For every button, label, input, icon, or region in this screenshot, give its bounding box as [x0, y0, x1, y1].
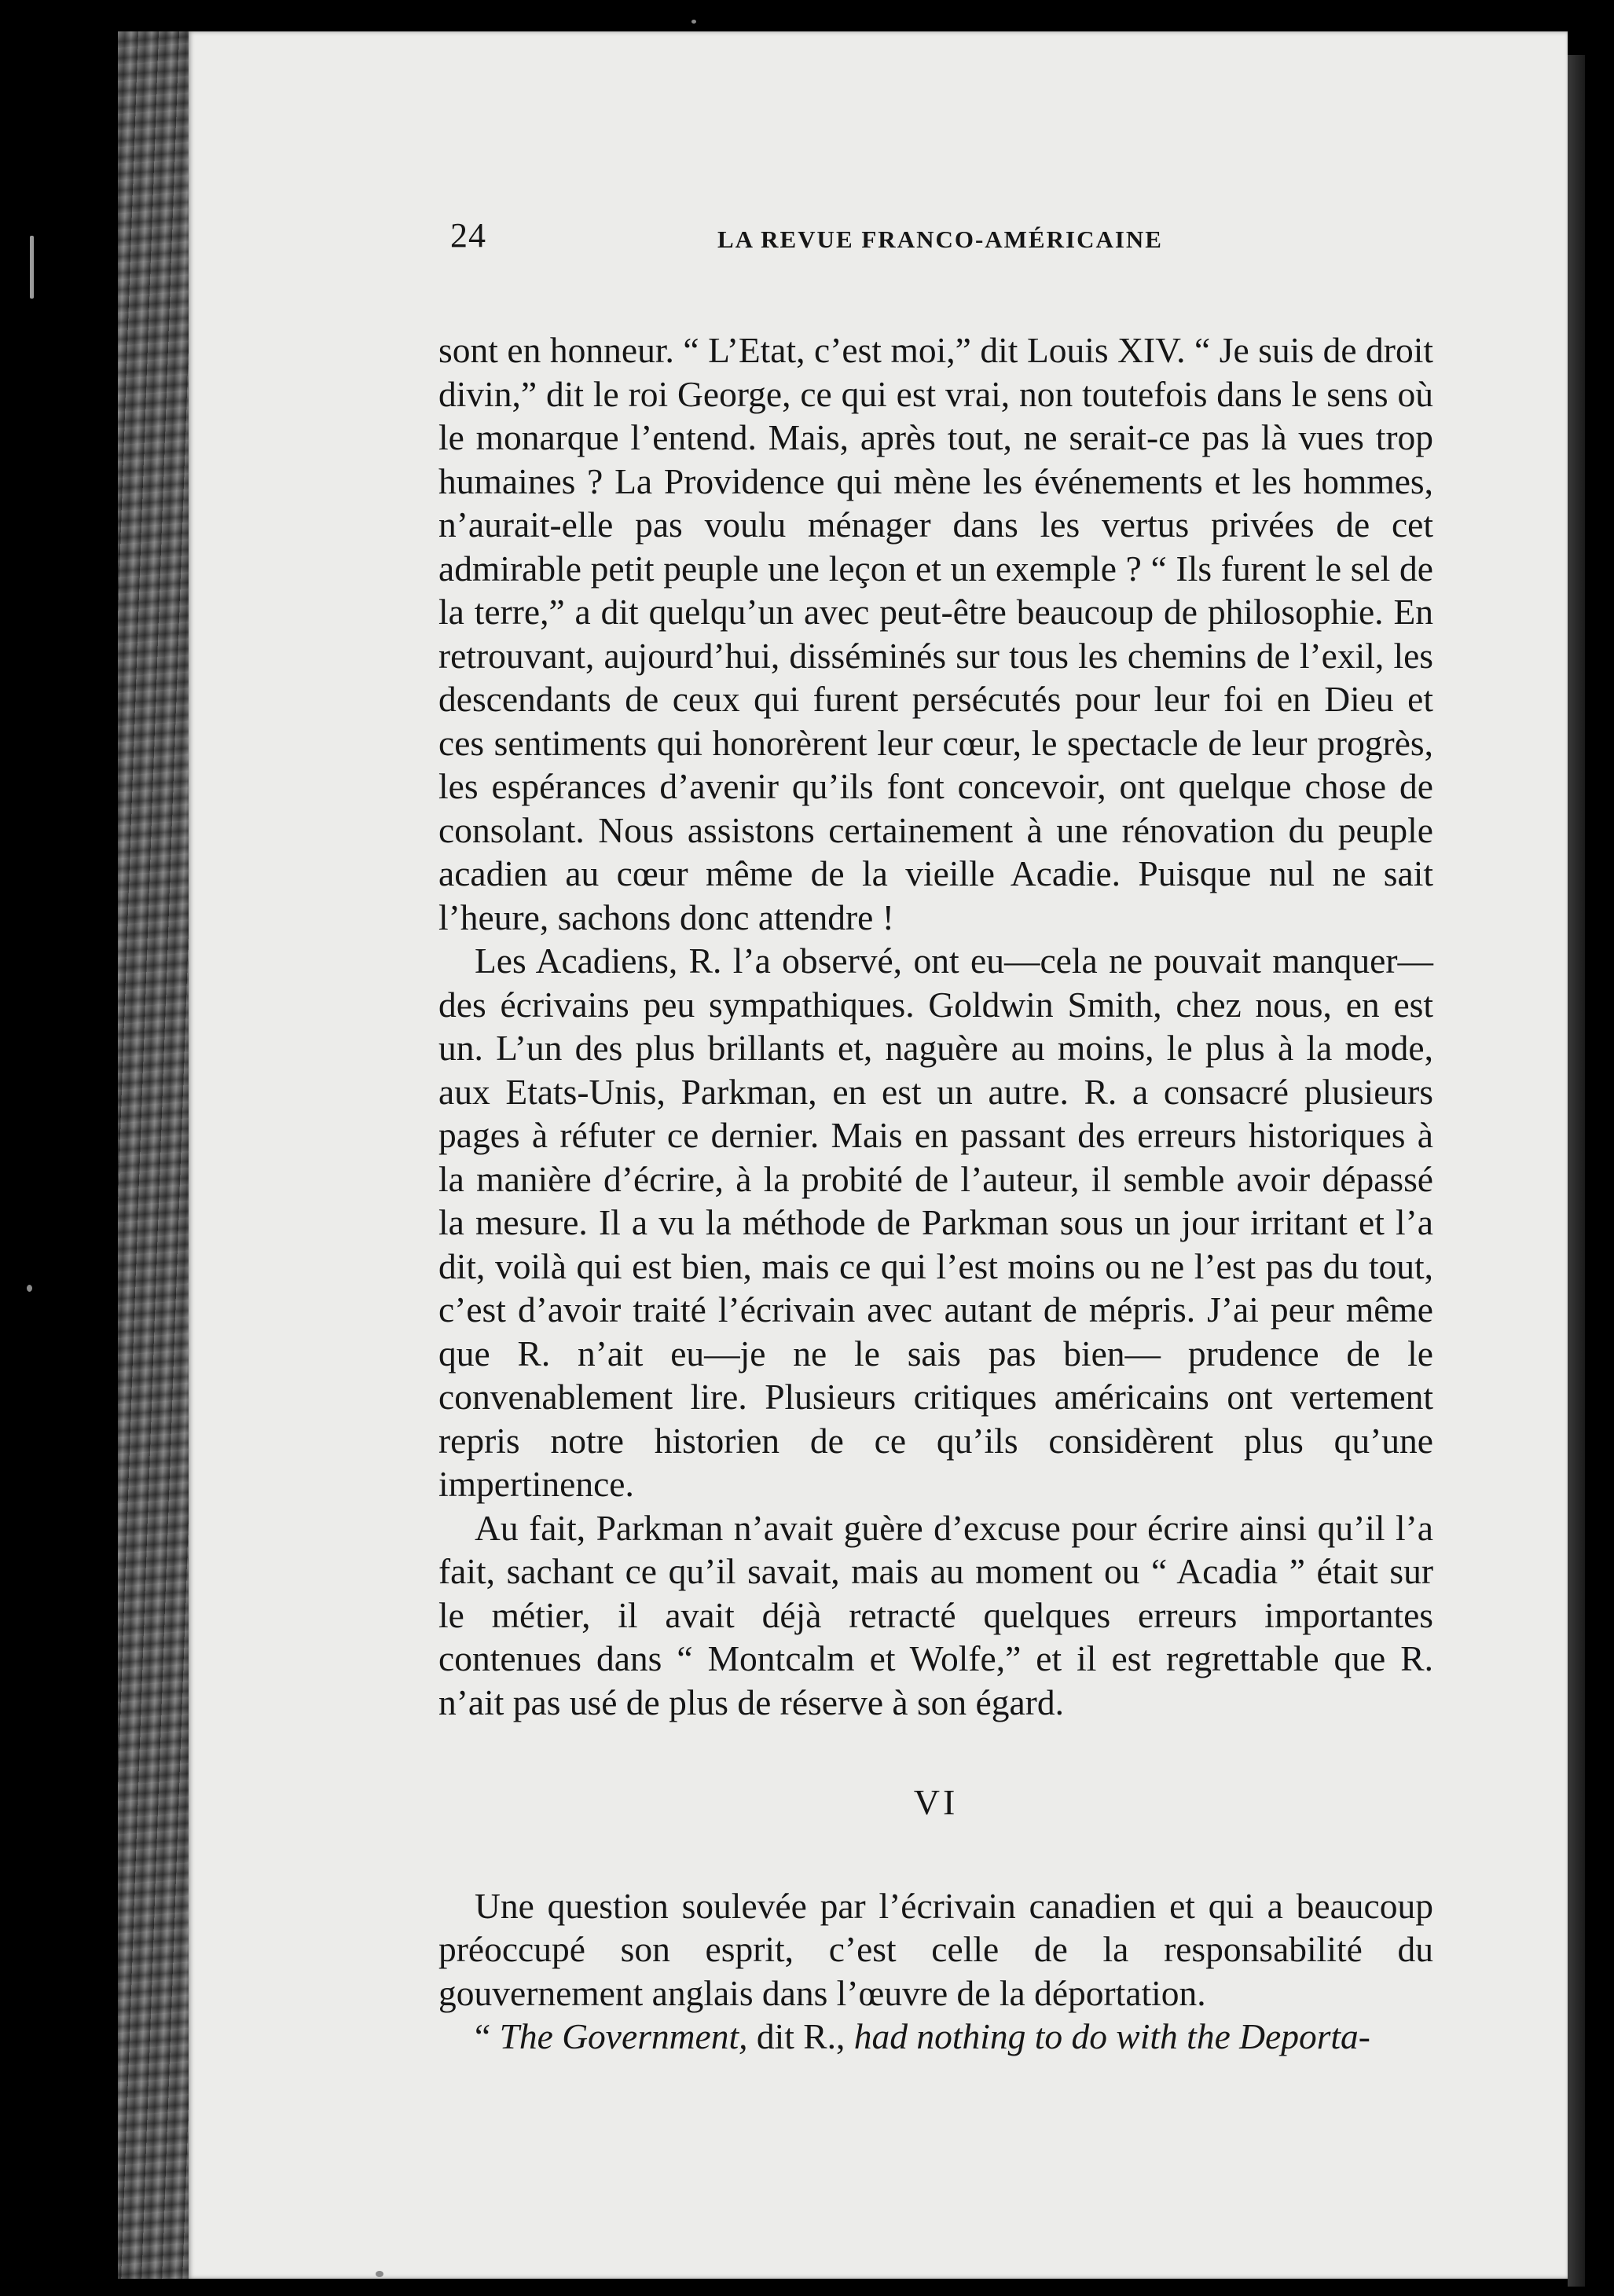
scan-artifact-speck [691, 20, 696, 24]
paragraph-continuation: sont en honneur. “ L’Etat, c’est moi,” dit Louis XIV. “ Je suis de droit divin,” dit le roi George, ce qui est vrai, non toutefois dans le sens où le monarque l’entend. Mais, après tout, ne serait-ce pas là vues trop humaines ? La Providence qui mène les événements et les hommes, n’aurait-elle pas voulu ménager dans les vertus privées de cet admirable petit peuple une leçon et un exemple ? “ Ils furent le sel de la terre,” a dit quelqu’un avec peut-être beaucoup de philosophie. En retrouvant, aujourd’hui, disséminés sur tous les chemins de l’exil, les descendants de ceux qui furent persécutés pour leur foi en Dieu et ces sentiments qui honorèrent leur cœur, le spectacle de leur progrès, les espérances d’avenir qu’ils font concevoir, ont quelque chose de consolant. Nous assistons certainement à une rénovation du peuple acadien au cœur même de la vieille Acadie. Puisque nul ne sait l’heure, sachons donc attendre ! [438, 330, 1433, 937]
paragraph-section-opening: Une question soulevée par l’écrivain canadien et qui a beaucoup préoccupé son esprit, c’est celle de la responsabilité du gouvernement anglais dans l’œuvre de la déportation. [438, 1885, 1433, 2013]
page-number: 24 [450, 216, 486, 255]
article-body [438, 328, 1433, 2059]
scan-artifact-mark [30, 236, 34, 299]
scan-artifact-speck [376, 2271, 383, 2277]
italic-quote-continuation: had nothing to do with the Deporta- [853, 2016, 1370, 2056]
paragraph-parkman: Au fait, Parkman n’avait guère d’excuse pour écrire ainsi qu’il l’a fait, sachant ce qu’il savait, mais au moment ou “ Acadia ” était sur le métier, il avait déjà retracté quelques erreurs importantes contenues dans “ Montcalm et Wolfe,” et il est regrettable que R. n’ait pas usé de plus de réserve à son égard. [438, 1507, 1433, 1722]
italic-quote-part: The Government, [499, 2016, 748, 2056]
section-heading: VI [913, 1782, 959, 1822]
scan-artifact-speck [27, 1285, 32, 1292]
paragraph-quote-start [438, 2015, 1433, 2059]
running-title: LA REVUE FRANCO-AMÉRICAINE [717, 226, 1163, 253]
attribution-text: dit R., [747, 2016, 854, 2056]
quote-mark: “ [475, 2016, 500, 2056]
paragraph-acadiens: Les Acadiens, R. l’a observé, ont eu—cela ne pouvait manquer—des écrivains peu sympathiques. Goldwin Smith, chez nous, en est un. L’un des plus brillants et, naguère au moins, le plus à la mode, aux Etats-Unis, Parkman, en est un autre. R. a consacré plusieurs pages à réfuter ce dernier. Mais en passant des erreurs historiques à la manière d’écrire, à la probité de l’auteur, il semble avoir dépassé la mesure. Il a vu la méthode de Parkman sous un jour irritant et l’a dit, voilà qui est bien, mais ce qui l’est moins ou ne l’est pas du tout, c’est d’avoir traité l’écrivain avec autant de mépris. J’ai peur même que R. n’ait eu—je ne le sais pas bien— prudence de le convenablement lire. Plusieurs critiques américains ont vertement repris notre historien de ce qu’ils considèrent plus qu’une impertinence. [438, 941, 1433, 1504]
page-right-edge-shadow [1568, 55, 1585, 2287]
book-binding-edge [118, 31, 189, 2279]
page-header [450, 215, 1236, 270]
